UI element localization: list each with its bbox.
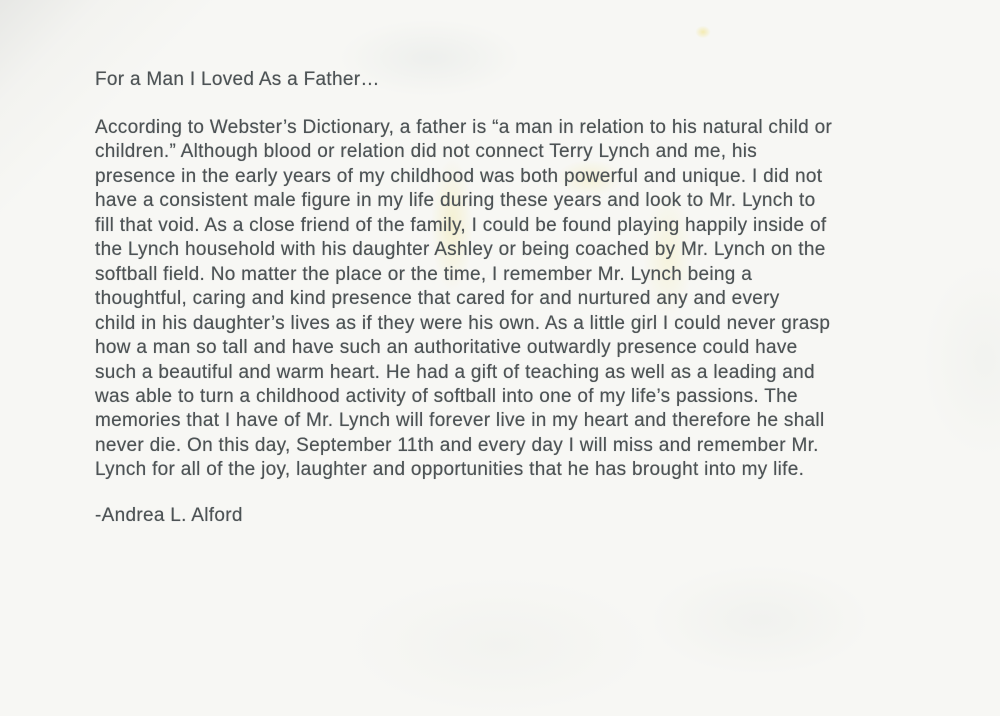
body-line: Lynch for all of the joy, laughter and opportunities that he has brought into my life.	[95, 459, 805, 481]
body-line: was able to turn a childhood activity of softball into one of my life’s passions. The	[95, 385, 798, 407]
body-line: softball field. No matter the place or the time, I remember Mr. Lynch being a	[95, 263, 753, 285]
body-line: thoughtful, caring and kind presence that cared for and nurtured any and every	[95, 288, 780, 310]
body-line: According to Webster’s Dictionary, a father is “a man in relation to his natural child or	[95, 117, 833, 138]
letter-signature: -Andrea L. Alford	[95, 505, 243, 526]
letter-title: For a Man I Loved As a Father…	[95, 69, 380, 90]
body-line: fill that void. As a close friend of the family, I could be found playing happily inside of	[95, 214, 827, 236]
body-line: child in his daughter’s lives as if they were his own. As a little girl I could never grasp	[95, 312, 831, 334]
letter-body-paragraph	[95, 116, 832, 483]
body-line: such a beautiful and warm heart. He had a gift of teaching as well as a leading and	[95, 361, 815, 383]
body-line: how a man so tall and have such an authoritative outwardly presence could have	[95, 337, 798, 359]
body-line: never die. On this day, September 11th and every day I will miss and remember Mr.	[95, 434, 819, 456]
body-line: presence in the early years of my childhood was both powerful and unique. I did not	[95, 165, 823, 187]
body-line: children.” Although blood or relation did not connect Terry Lynch and me, his	[95, 141, 758, 163]
body-line: memories that I have of Mr. Lynch will forever live in my heart and therefore he shall	[95, 410, 825, 432]
body-line: have a consistent male figure in my life during these years and look to Mr. Lynch to	[95, 190, 816, 212]
body-line: the Lynch household with his daughter Ashley or being coached by Mr. Lynch on the	[95, 239, 826, 261]
